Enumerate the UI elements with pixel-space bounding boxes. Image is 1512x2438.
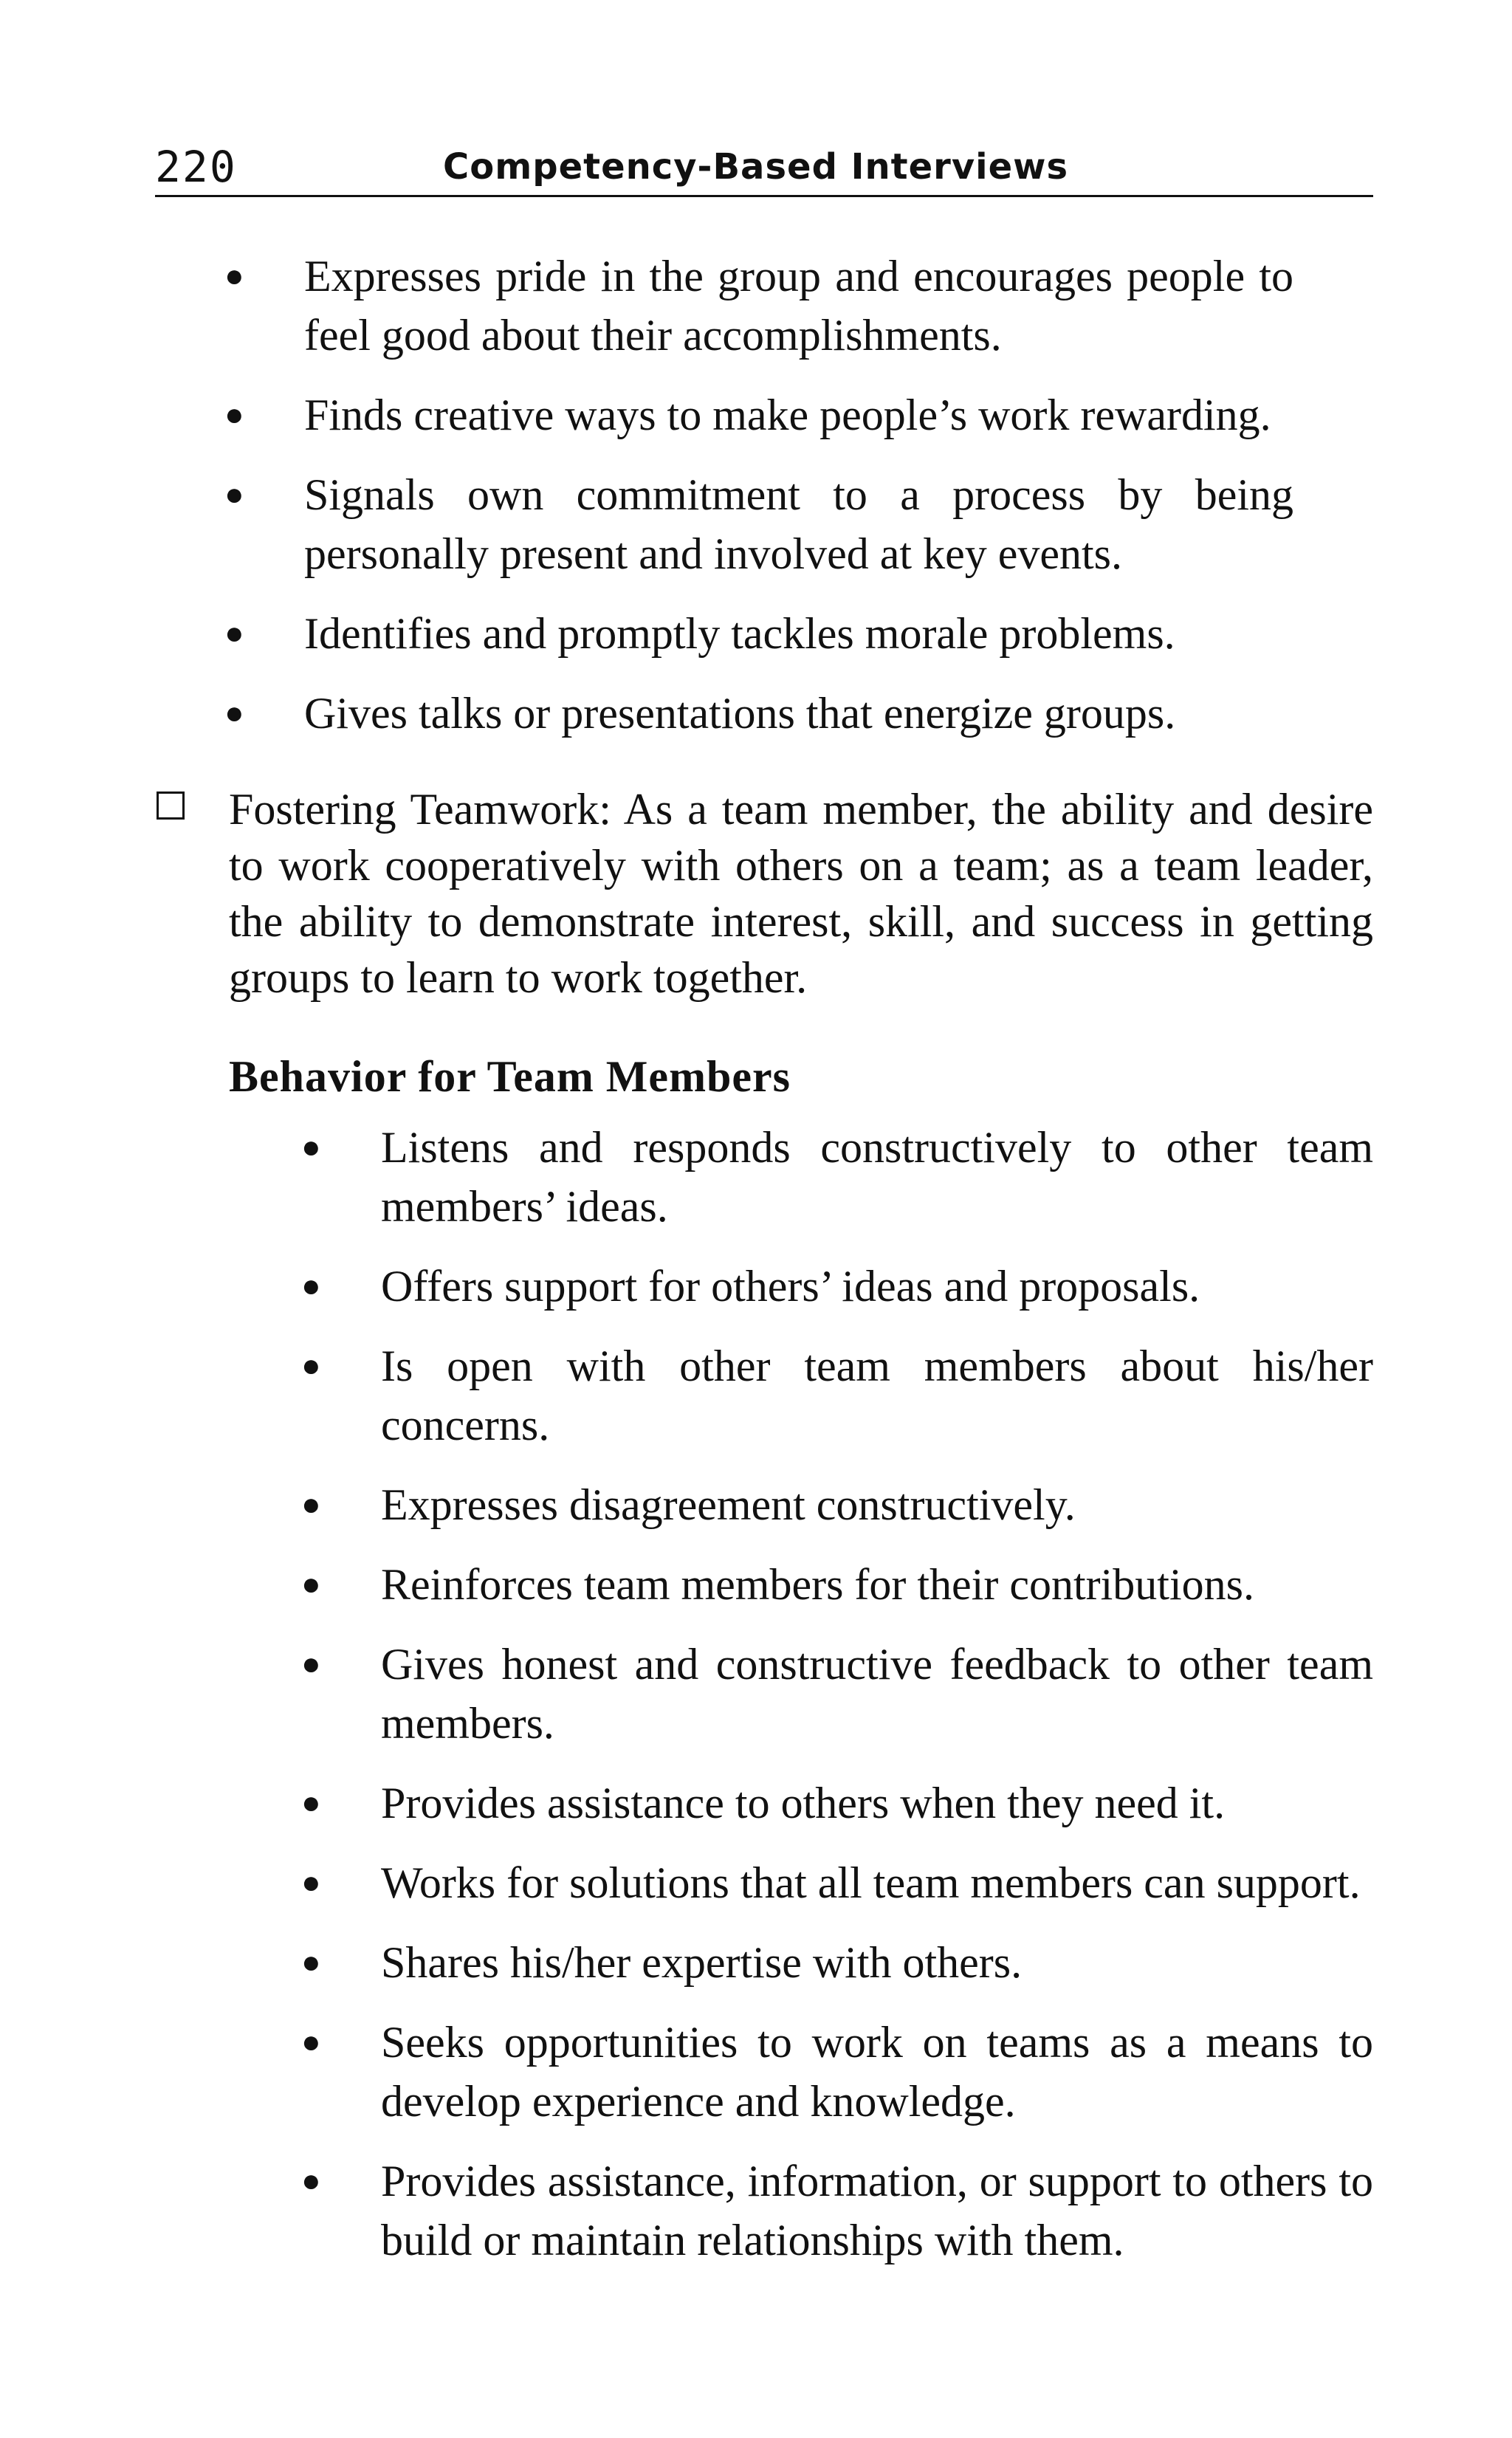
list-item — [301, 1336, 1373, 1455]
bullet-icon: ● — [301, 1785, 321, 1821]
bullet-icon: ● — [224, 615, 244, 651]
list-item — [224, 604, 1293, 663]
list-item-text: Provides assistance, information, or support to others to build or maintain relationships with them. — [381, 2157, 1373, 2264]
list-item-text: Shares his/her expertise with others. — [381, 1938, 1023, 1987]
bullet-icon: ● — [301, 1268, 321, 1304]
list-item-text: Gives honest and constructive feedback to other team members. — [381, 1640, 1373, 1748]
bullet-icon: ● — [301, 2163, 321, 2199]
bullet-icon: ● — [301, 1347, 321, 1384]
bullet-icon: ● — [224, 476, 244, 512]
list-item-text: Expresses pride in the group and encourages people to feel good about their accomplishments. — [304, 252, 1293, 360]
list-item-text: Listens and responds constructively to other team members’ ideas. — [381, 1123, 1373, 1231]
list-item-text: Gives talks or presentations that energize groups. — [304, 689, 1176, 738]
list-item-text: Identifies and promptly tackles morale problems. — [304, 609, 1175, 658]
list-item — [301, 1475, 1373, 1534]
list-item — [224, 385, 1293, 444]
bullet-icon: ● — [301, 1566, 321, 1602]
list-item — [224, 684, 1293, 743]
bullet-icon: ● — [224, 396, 244, 433]
list-item — [301, 2152, 1373, 2270]
list-item — [301, 1257, 1373, 1316]
list-item — [301, 1118, 1373, 1236]
list-item-text: Reinforces team members for their contributions. — [381, 1560, 1254, 1609]
list-item — [301, 1933, 1373, 1992]
list-item-text: Is open with other team members about his/her concerns. — [381, 1342, 1373, 1449]
bullet-icon: ● — [301, 1944, 321, 1980]
list-item — [224, 465, 1293, 583]
list-item-text: Seeks opportunities to work on teams as a means to develop experience and knowledge. — [381, 2018, 1373, 2126]
list-item-text: Expresses disagreement constructively. — [381, 1480, 1076, 1529]
intro-bullet-list — [224, 247, 1293, 763]
list-item-text: Works for solutions that all team members can support. — [381, 1858, 1361, 1907]
bullet-icon: ● — [301, 1129, 321, 1165]
bullet-icon: ● — [301, 1864, 321, 1900]
list-item-text: Offers support for others’ ideas and proposals. — [381, 1262, 1200, 1311]
checkbox-icon — [157, 792, 185, 820]
list-item-text: Provides assistance to others when they need it. — [381, 1779, 1226, 1827]
list-item-text: Finds creative ways to make people’s work rewarding. — [304, 391, 1271, 439]
list-item — [224, 247, 1293, 365]
team-members-bullet-list — [301, 1118, 1373, 2290]
bullet-icon: ● — [301, 2024, 321, 2060]
section-heading: Behavior for Team Members — [229, 1052, 791, 1101]
list-item — [301, 1853, 1373, 1912]
list-item-text: Signals own commitment to a process by being personally present and involved at key events. — [304, 470, 1293, 578]
list-item — [301, 2013, 1373, 2131]
page-header — [155, 139, 1373, 197]
bullet-icon: ● — [224, 695, 244, 731]
page-number: 220 — [155, 142, 237, 192]
bullet-icon: ● — [301, 1486, 321, 1522]
bullet-icon: ● — [224, 258, 244, 294]
list-item — [301, 1773, 1373, 1833]
bullet-icon: ● — [301, 1646, 321, 1682]
competency-definition: Fostering Teamwork: As a team member, the ability and desire to work cooperatively with others on a team; as a team leader, the ability to demonstrate interest, skill, and success in getting groups to learn to work together. — [229, 785, 1373, 1002]
running-title: Competency-Based Interviews — [443, 146, 1069, 188]
list-item — [301, 1635, 1373, 1753]
list-item — [301, 1555, 1373, 1614]
